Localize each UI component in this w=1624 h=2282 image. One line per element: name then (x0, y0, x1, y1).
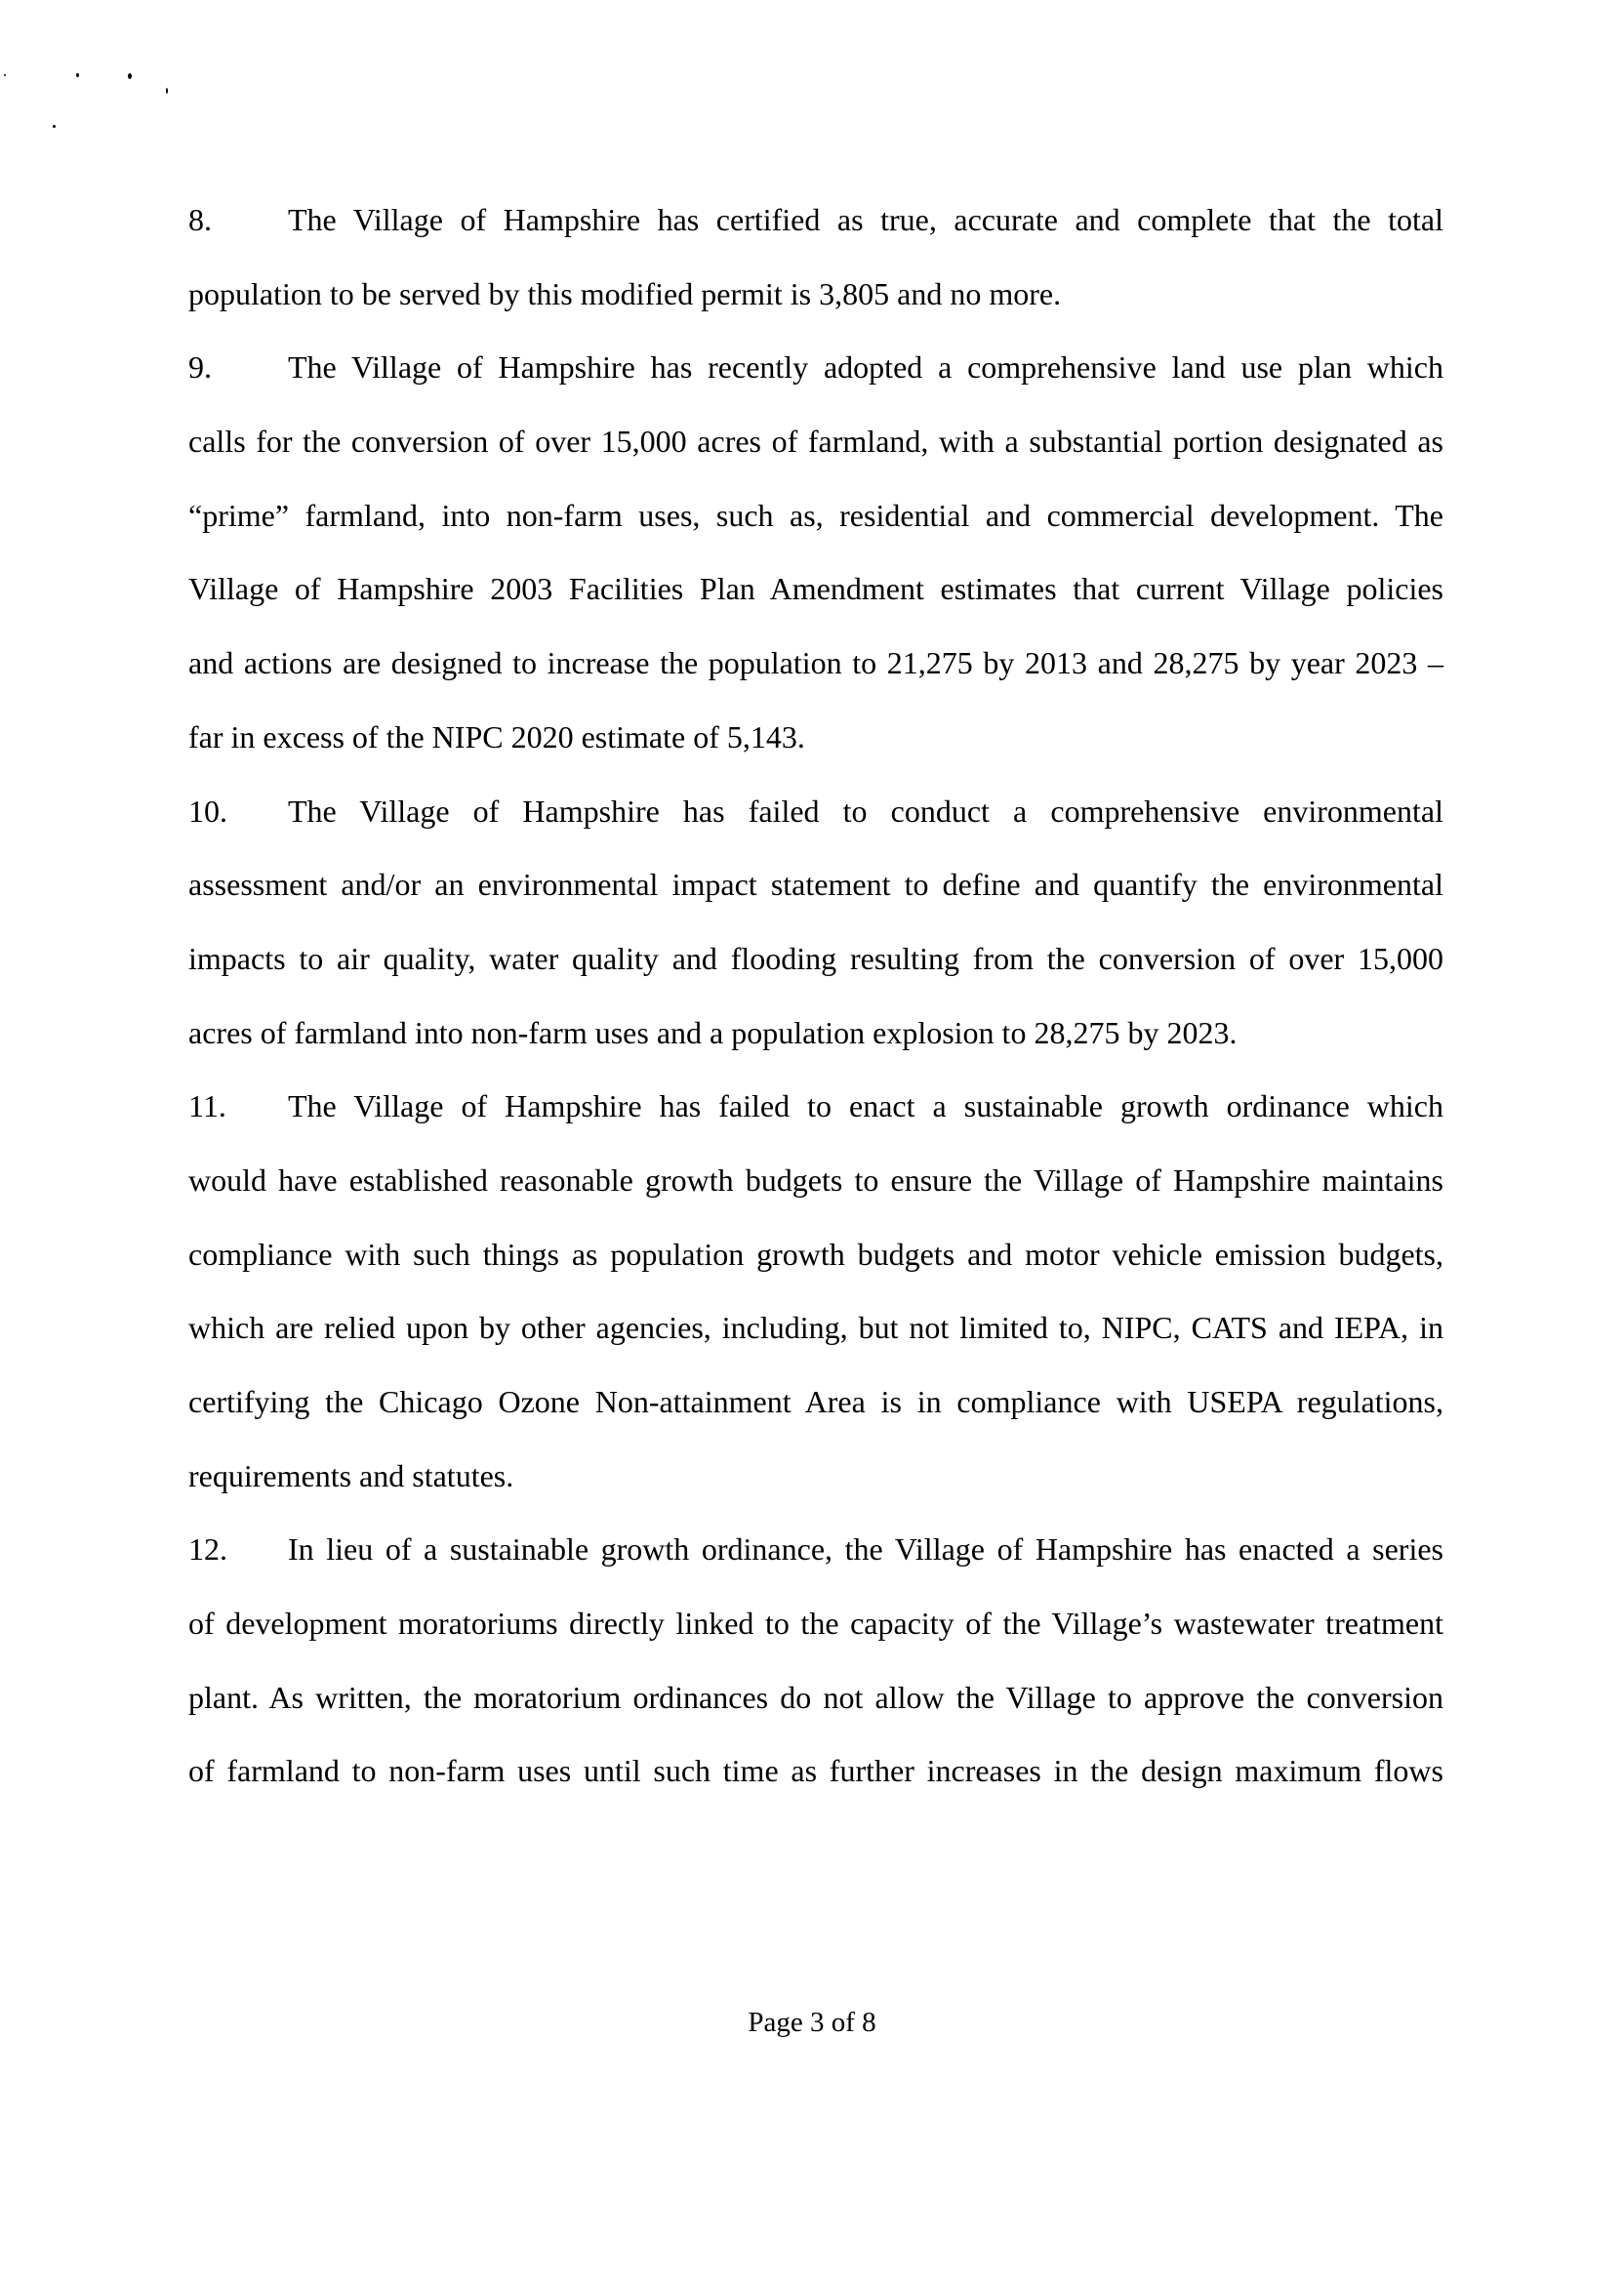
paragraph-line-text: In lieu of a sustainable growth ordinance, the Village of Hampshire has enacted a series (288, 1531, 1443, 1568)
paragraph-line-text: The Village of Hampshire has failed to conduct a comprehensive environmental (288, 793, 1443, 829)
scan-speck (76, 73, 79, 77)
paragraph-line: compliance with such things as population growth budgets and motor vehicle emission budgets, (188, 1236, 1443, 1272)
paragraph-line-text: The Village of Hampshire has certified as true, accurate and complete that the total (288, 202, 1443, 237)
paragraph-line: and actions are designed to increase the population to 21,275 by 2013 and 28,275 by year 2023 – (188, 645, 1443, 681)
paragraph-11 (188, 1070, 1443, 1513)
paragraph-line-text: The Village of Hampshire has failed to enact a sustainable growth ordinance which (288, 1088, 1443, 1124)
paragraph-10 (188, 775, 1443, 1071)
scan-speck (4, 74, 6, 76)
paragraph-line: acres of farmland into non-farm uses and a population explosion to 28,275 by 2023. (188, 1014, 1238, 1050)
paragraph-number: 8. (188, 202, 212, 237)
paragraph-line: assessment and/or an environmental impact statement to define and quantify the environmental (188, 867, 1443, 903)
paragraph-line: certifying the Chicago Ozone Non-attainment Area is in compliance with USEPA regulations, (188, 1384, 1443, 1419)
paragraph-line: plant. As written, the moratorium ordinances do not allow the Village to approve the conversion (188, 1679, 1443, 1715)
paragraph-line (188, 183, 1443, 258)
paragraph-line (188, 775, 1443, 849)
paragraph-line: calls for the conversion of over 15,000 acres of farmland, with a substantial portion designated as (188, 424, 1443, 460)
scan-speck (53, 125, 56, 128)
paragraph-line: population to be served by this modified permit is 3,805 and no more. (188, 275, 1062, 311)
page-number-footer: Page 3 of 8 (748, 2007, 876, 2038)
paragraph-line (188, 1513, 1443, 1587)
paragraph-line: of development moratoriums directly linked to the capacity of the Village’s wastewater treatment (188, 1606, 1443, 1642)
paragraph-line (188, 331, 1443, 405)
scan-speck (128, 73, 132, 79)
paragraph-number: 9. (188, 349, 212, 386)
paragraph-line: requirements and statutes. (188, 1457, 514, 1493)
paragraph-9 (188, 331, 1443, 774)
paragraph-number: 10. (188, 793, 227, 829)
paragraph-line: “prime” farmland, into non-farm uses, such as, residential and commercial development. The (188, 497, 1443, 533)
paragraph-line-text: The Village of Hampshire has recently adopted a comprehensive land use plan which (288, 349, 1443, 386)
paragraph-line: impacts to air quality, water quality and flooding resulting from the conversion of over 15,000 (188, 940, 1443, 976)
paragraph-line: would have established reasonable growth budgets to ensure the Village of Hampshire maintains (188, 1161, 1443, 1198)
paragraph-line: which are relied upon by other agencies, including, but not limited to, NIPC, CATS and IEPA, in (188, 1310, 1443, 1346)
paragraph-8 (188, 183, 1443, 331)
paragraph-line: Village of Hampshire 2003 Facilities Plan Amendment estimates that current Village policies (188, 571, 1443, 607)
scan-speck (166, 88, 168, 94)
document-body (188, 183, 1443, 1809)
paragraph-number: 12. (188, 1531, 227, 1568)
paragraph-number: 11. (188, 1088, 226, 1124)
paragraph-line (188, 1070, 1443, 1144)
paragraph-line: far in excess of the NIPC 2020 estimate of 5,143. (188, 718, 805, 754)
paragraph-line: of farmland to non-farm uses until such time as further increases in the design maximum flows (188, 1753, 1443, 1789)
paragraph-12 (188, 1513, 1443, 1809)
